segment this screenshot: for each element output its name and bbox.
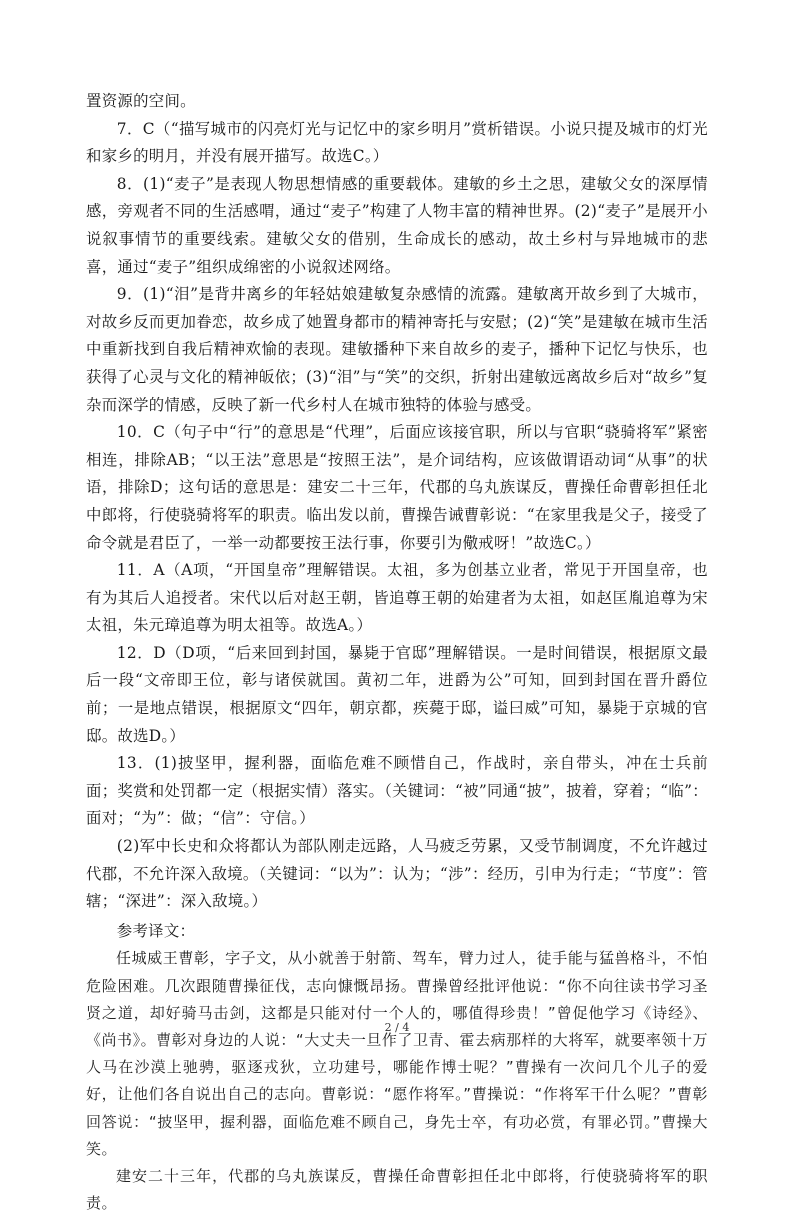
page-number: 2 / 4	[384, 1021, 410, 1034]
answer-q12: 12．D（D项，“后来回到封国，暴毙于官邸”理解错误。一是时间错误，根据原文最后一段“文帝即王位，彰与诸侯就国。黄初二年，进爵为公”可知，回到封国在晋升爵位前；一是地点错误，根据原文“四年，朝京都，疾薨于邸，谥曰威”可知，暴毙于京城的官邸。故选D。）	[86, 643, 708, 745]
answer-q13-part1: 13．(1)披坚甲，握利器，面临危难不顾惜自己，作战时，亲自带头，冲在士兵前面；奖赏和处罚都一定（根据实情）落实。（关键词：“被”同通“披”，披着，穿着；“临”：面对；“为”：做；“信”：守信。）	[86, 754, 708, 828]
answer-q9: 9．(1)“泪”是背井离乡的年轻姑娘建敏复杂感情的流露。建敏离开故乡到了大城市，对故乡反而更加眷恋，故乡成了她置身都市的精神寄托与安慰；(2)“笑”是建敏在城市生活中重新找到自我后精神欢愉的表现。建敏播种下来自故乡的麦子，播种下记忆与快乐，也获得了心灵与文化的精神皈依；(3)“泪”与“笑”的交织，折射出建敏远离故乡后对“故乡”复杂而深学的情感，反映了新一代乡村人在城市独特的体验与感受。	[86, 285, 708, 414]
answer-q7: 7．C（“描写城市的闪亮灯光与记忆中的家乡明月”赏析错误。小说只提及城市的灯光和家乡的明月，并没有展开描写。故选C。）	[86, 119, 708, 166]
answer-q8: 8．(1)“麦子”是表现人物思想情感的重要载体。建敏的乡土之思，建敏父女的深厚情感，旁观者不同的生活感喟，通过“麦子”构建了人物丰富的精神世界。(2)“麦子”是展开小说叙事情节的重要线索。建敏父女的借别，生命成长的感动，故土乡村与异地城市的悲喜，通过“麦子”组织成绵密的小说叙述网络。	[86, 174, 708, 276]
translation-paragraph-1: 任城威王曹彰，字子文，从小就善于射箭、驾车，臂力过人，徒手能与猛兽格斗，不怕危险困难。几次跟随曹操征伐，志向慷慨昂扬。曹操曾经批评他说：“你不向往读书学习圣贤之道，却好骑马击剑，这都是只能对付一个人的，哪值得珍贵！”曾促他学习《诗经》、《尚书》。曹彰对身边的人说：“大丈夫一旦作了卫青、霍去病那样的大将军，就要率领十万人马在沙漠上驰骋，驱逐戎狄，立功建号，哪能作博士呢？”曹操有一次问几个儿子的爱好，让他们各自说出自己的志向。曹彰说：“愿作将军。”曹操说：“作将军干什么呢？”曹彰回答说：“披坚甲，握利器，面临危难不顾自己，身先士卒，有功必赏，有罪必罚。”曹操大笑。	[86, 949, 708, 1158]
document-content	[86, 88, 708, 1217]
translation-label: 参考译文：	[116, 921, 196, 940]
answer-q11: 11．A（A项，“开国皇帝”理解错误。太祖，多为创基立业者，常见于开国皇帝，也有为其后人追授者。宋代以后对赵王朝，皆追尊王朝的始建者为太祖，如赵匡胤追尊为宋太祖，朱元璋追尊为明太祖等。故选A。）	[86, 561, 708, 635]
answer-q10: 10．C（句子中“行”的意思是“代理”，后面应该接官职，所以与官职“骁骑将军”紧密相连，排除AB；“以王法”意思是“按照王法”，是介词结构，应该做谓语动词“从事”的状语，排除D；这句话的意思是：建安二十三年，代郡的乌丸族谋反，曹操任命曹彰担任北中郎将，行使骁骑将军的职责。临出发以前，曹操告诫曹彰说：“在家里我是父子，接受了命令就是君臣了，一举一动都要按王法行事，你要引为儆戒呀！”故选C。）	[86, 423, 708, 552]
paragraph-continuation: 置资源的空间。	[86, 92, 196, 110]
translation-paragraph-2: 建安二十三年，代郡的乌丸族谋反，曹操任命曹彰担任北中郎将，行使骁骑将军的职责。	[86, 1167, 708, 1213]
answer-q13-part2: (2)军中长史和众将都认为部队刚走远路，人马疲乏劳累，又受节制调度，不允许越过代郡，不允许深入敌境。（关键词：“以为”：认为；“涉”：经历，引申为行走；“节度”：管辖；“深进”：深入敌境。）	[86, 837, 708, 911]
